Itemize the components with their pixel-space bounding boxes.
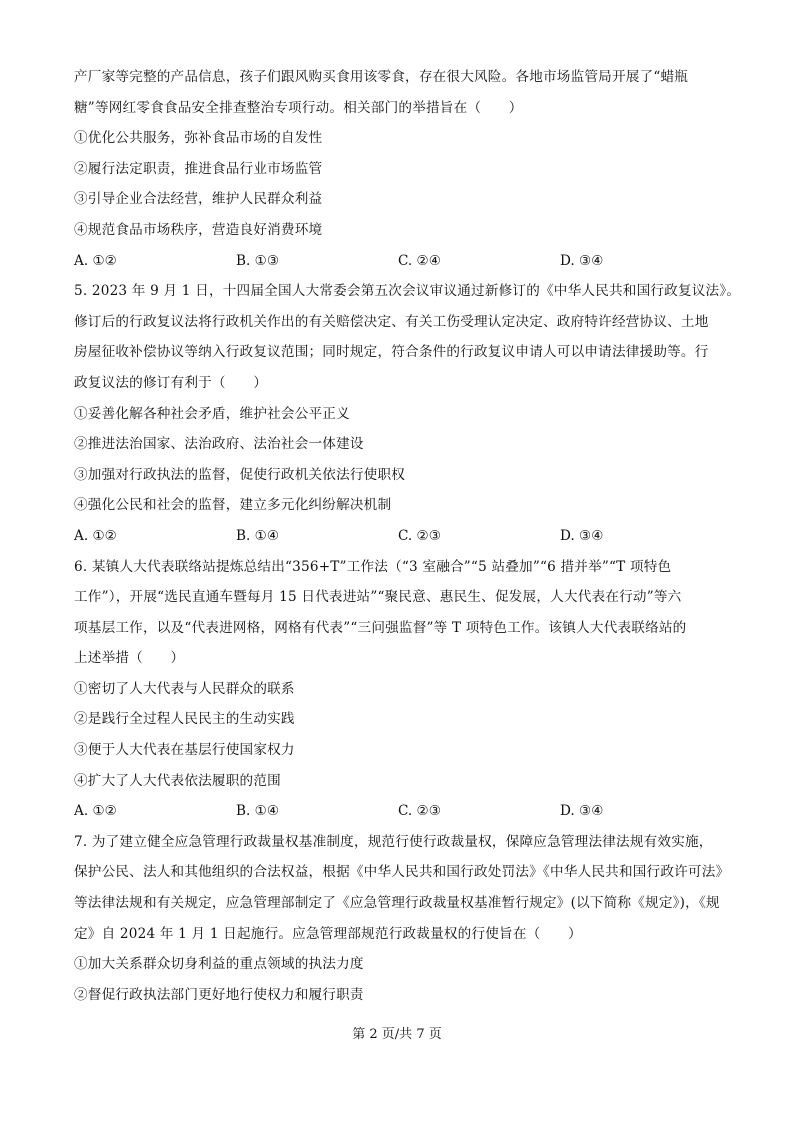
text-line: ①妥善化解各种社会矛盾，维护社会公平正义	[74, 405, 350, 422]
answer-option: B. ①④	[236, 527, 280, 544]
answer-option: C. ②③	[398, 527, 441, 544]
text-line: 修订后的行政复议法将行政机关作出的有关赔偿决定、有关工伤受理认定决定、政府特许经营协议、土地	[74, 313, 709, 330]
text-line: ①密切了人大代表与人民群众的联系	[74, 680, 295, 697]
answer-choices	[74, 521, 734, 552]
text-line: ④强化公民和社会的监督，建立多元化纠纷解决机制	[74, 497, 392, 514]
answer-option: B. ①③	[236, 252, 280, 269]
answer-option: A. ①②	[74, 527, 117, 544]
answer-option: B. ①④	[236, 803, 280, 820]
answer-option: C. ②④	[398, 252, 441, 269]
text-line: ②履行法定职责，推进食品行业市场监管	[74, 160, 323, 177]
answer-choices	[74, 246, 734, 277]
answer-option: A. ①②	[74, 252, 117, 269]
answer-option: D. ③④	[560, 252, 604, 269]
text-line: 上述举措（ ）	[74, 650, 185, 667]
text-line: ②推进法治国家、法治政府、法治社会一体建设	[74, 436, 364, 453]
text-line: 房屋征收补偿协议等纳入行政复议范围；同时规定，符合条件的行政复议申请人可以申请法律援助等。行	[74, 344, 709, 361]
text-line: ②督促行政执法部门更好地行使权力和履行职责	[74, 986, 364, 1003]
text-line: 6. 某镇人大代表联络站提炼总结出“356+T”工作法（“3 室融合”“5 站叠加”“6 措并举”“T 项特色	[74, 558, 672, 575]
answer-option: D. ③④	[560, 803, 604, 820]
text-line: ③加强对行政执法的监督，促使行政机关依法行使职权	[74, 466, 406, 483]
text-line: 定》自 2024 年 1 月 1 日起施行。应急管理部规范行政裁量权的行使旨在（ ）	[74, 925, 582, 942]
text-line: ③便于人大代表在基层行使国家权力	[74, 742, 295, 759]
text-line: 保护公民、法人和其他组织的合法权益，根据《中华人民共和国行政处罚法》《中华人民共和国行政许可法》	[74, 864, 730, 881]
text-line: ①优化公共服务，弥补食品市场的自发性	[74, 130, 323, 147]
text-line: ④规范食品市场秩序，营造良好消费环境	[74, 221, 323, 238]
answer-choices	[74, 796, 734, 827]
text-line: 5. 2023 年 9 月 1 日，十四届全国人大常委会第五次会议审议通过新修订的《中华人民共和国行政复议法》。	[74, 283, 741, 300]
text-line: 糖”等网红零食食品安全排查整治专项行动。相关部门的举措旨在（ ）	[74, 99, 523, 116]
text-line: 产厂家等完整的产品信息，孩子们跟风购买食用该零食，存在很大风险。各地市场监管局开展了“蜡瓶	[74, 69, 689, 85]
text-line: 政复议法的修订有利于（ ）	[74, 374, 268, 391]
text-line: 7. 为了建立健全应急管理行政裁量权基准制度，规范行使行政裁量权，保障应急管理法律法规有效实施，	[74, 833, 713, 850]
text-line: 工作”），开展“选民直通车暨每月 15 日代表进站”“聚民意、惠民生、促发展，人大代表在行动”等六	[74, 589, 682, 606]
answer-option: A. ①②	[74, 803, 117, 820]
text-line: 项基层工作，以及“代表进网格，网格有代表”“三问强监督”等 T 项特色工作。该镇人大代表联络站的	[74, 619, 687, 636]
answer-option: D. ③④	[560, 527, 604, 544]
text-line: ②是践行全过程人民民主的生动实践	[74, 711, 295, 728]
text-line: 等法律法规和有关规定，应急管理部制定了《应急管理行政裁量权基准暂行规定》(以下简称《规定》)，《规	[74, 895, 720, 912]
text-line: ④扩大了人大代表依法履职的范围	[74, 772, 281, 789]
text-line: ③引导企业合法经营，维护人民群众利益	[74, 191, 323, 208]
page-footer: 第 2 页/共 7 页	[352, 1027, 442, 1042]
answer-option: C. ②③	[398, 803, 441, 820]
text-line: ①加大关系群众切身利益的重点领域的执法力度	[74, 956, 364, 973]
document-page	[74, 62, 741, 1010]
